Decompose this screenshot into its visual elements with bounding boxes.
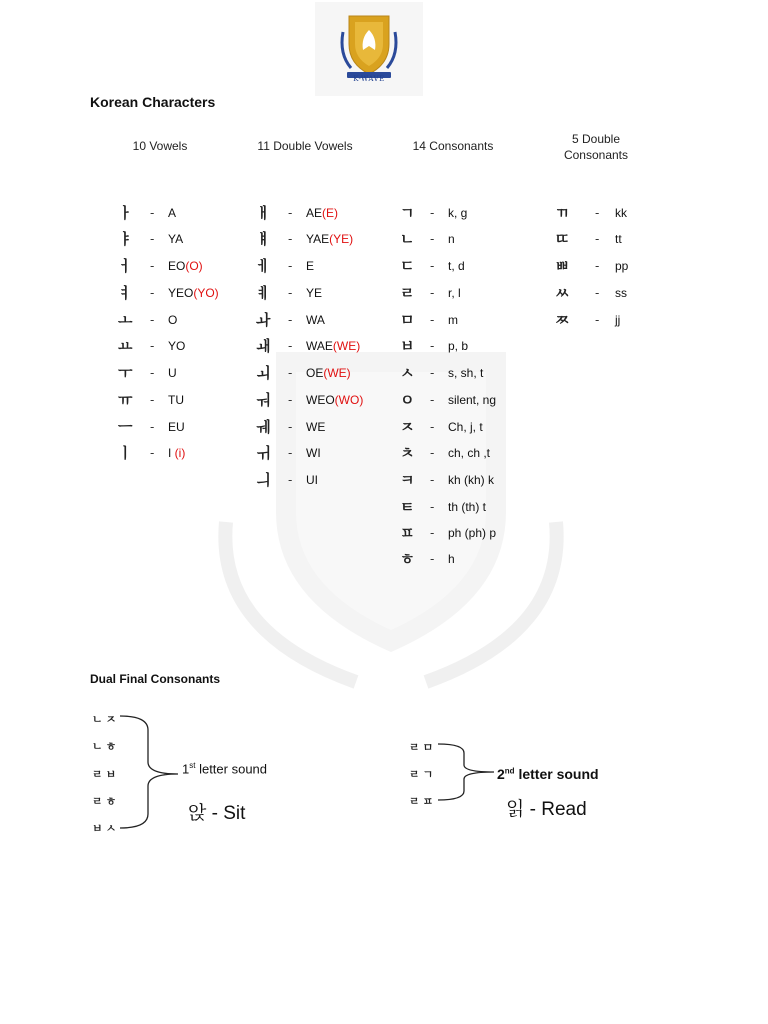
vowel-romanization: U	[168, 366, 177, 380]
vowel-char: ㅡ	[118, 418, 133, 436]
double-vowel-romanization: WA	[306, 313, 325, 327]
vowel-char: ㅏ	[118, 204, 133, 222]
dual-final-title: Dual Final Consonants	[90, 672, 221, 686]
double-consonants-header	[546, 131, 646, 163]
dash: -	[288, 366, 293, 380]
double-consonant-char: ㅃ	[555, 257, 570, 275]
double-vowel-char: ㅞ	[256, 418, 271, 436]
consonant-romanization: k, g	[448, 206, 468, 220]
double-vowel-char: ㅐ	[256, 204, 271, 222]
double-vowel-romanization: WI	[306, 446, 321, 460]
double-consonant-char: ㄸ	[555, 230, 570, 248]
dash: -	[595, 259, 600, 273]
dash: -	[288, 446, 293, 460]
vowel-char: ㅠ	[118, 391, 133, 409]
second-letter-sound-label: 2nd letter sound	[497, 766, 599, 782]
dash: -	[430, 420, 435, 434]
page-title: Korean Characters	[90, 94, 216, 110]
consonant-char: ㅋ	[400, 471, 415, 489]
double-vowel-romanization: YE	[306, 286, 323, 300]
vowel-romanization: A	[168, 206, 177, 220]
vowel-char: ㅛ	[118, 337, 133, 355]
dash: -	[150, 366, 155, 380]
vowel-char: ㅑ	[118, 230, 133, 248]
consonant-char: ㅈ	[400, 418, 415, 436]
double-vowel-romanization: AE(E)	[306, 206, 339, 220]
dash: -	[150, 259, 155, 273]
double-consonant-char: ㅉ	[555, 311, 570, 329]
consonant-pair: ㄹㅂ	[92, 768, 120, 781]
double-vowel-romanization: WE	[306, 420, 326, 434]
dash: -	[595, 232, 600, 246]
double-consonant-romanization: tt	[615, 232, 622, 246]
consonant-romanization: silent, ng	[448, 393, 497, 407]
logo-brand-text: K-WAVE	[353, 75, 385, 83]
vowel-romanization: YO	[168, 339, 186, 353]
double-vowel-char: ㅝ	[256, 391, 271, 409]
dash: -	[430, 366, 435, 380]
consonant-char: ㄷ	[400, 257, 415, 275]
double-vowel-char: ㅙ	[256, 337, 271, 355]
double-vowel-char: ㅘ	[256, 311, 271, 329]
dash: -	[288, 259, 293, 273]
vowel-romanization: EU	[168, 420, 185, 434]
consonant-romanization: m	[448, 313, 458, 327]
dash: -	[430, 259, 435, 273]
dash: -	[430, 232, 435, 246]
consonants-header: 14 Consonants	[412, 139, 494, 153]
dash: -	[595, 313, 600, 327]
dash: -	[430, 552, 435, 566]
consonant-char: ㅁ	[400, 311, 415, 329]
consonant-romanization: n	[448, 232, 455, 246]
consonant-pair: ㄴㅈ	[92, 713, 120, 726]
dash: -	[150, 446, 155, 460]
vowels-header: 10 Vowels	[132, 139, 188, 153]
dash: -	[595, 206, 600, 220]
vowel-romanization: EO(O)	[168, 259, 203, 273]
dash: -	[288, 473, 293, 487]
dash: -	[430, 473, 435, 487]
consonant-pair: ㄹㅁ	[409, 741, 437, 754]
double-consonant-char: ㅆ	[555, 284, 570, 302]
double-vowel-romanization: UI	[306, 473, 318, 487]
double-consonant-romanization: jj	[615, 313, 621, 327]
dash: -	[430, 313, 435, 327]
consonant-romanization: th (th) t	[448, 500, 487, 514]
dash: -	[288, 286, 293, 300]
consonant-pair: ㄴㅎ	[92, 740, 120, 753]
consonant-romanization: ph (ph) p	[448, 526, 497, 540]
dash: -	[150, 286, 155, 300]
consonant-char: ㄹ	[400, 284, 415, 302]
double-vowel-char: ㅔ	[256, 257, 271, 275]
dash: -	[288, 313, 293, 327]
dash: -	[288, 420, 293, 434]
consonant-romanization: ch, ch ,t	[448, 446, 491, 460]
vowel-romanization: YA	[168, 232, 184, 246]
consonant-romanization: p, b	[448, 339, 469, 353]
vowel-romanization: TU	[168, 393, 184, 407]
double-vowel-romanization: OE(WE)	[306, 366, 351, 380]
consonant-romanization: Ch, j, t	[448, 420, 483, 434]
vowel-char: ㅜ	[118, 364, 133, 382]
double-consonants-header-line1: 5 Double	[571, 132, 621, 146]
vowel-char: ㅕ	[118, 284, 133, 302]
kwave-logo	[315, 2, 423, 96]
dash: -	[288, 232, 293, 246]
curly-brace-icon	[436, 741, 496, 803]
double-vowel-char: ㅚ	[256, 364, 271, 382]
consonant-char: ㅊ	[400, 444, 415, 462]
consonant-char: ㅇ	[400, 391, 415, 409]
double-vowel-char: ㅟ	[256, 444, 271, 462]
dash: -	[150, 232, 155, 246]
consonant-pair: ㄹㄱ	[409, 768, 437, 781]
double-vowel-char: ㅢ	[256, 471, 271, 489]
consonant-char: ㅂ	[400, 337, 415, 355]
dash: -	[288, 206, 293, 220]
vowel-romanization: I (i)	[168, 446, 186, 460]
dash: -	[150, 206, 155, 220]
double-vowels-header: 11 Double Vowels	[257, 139, 353, 153]
dash: -	[150, 420, 155, 434]
dash: -	[430, 526, 435, 540]
consonant-char: ㅅ	[400, 364, 415, 382]
consonant-char: ㅍ	[400, 524, 415, 542]
dash: -	[288, 393, 293, 407]
vowel-char: ㅣ	[118, 444, 133, 462]
example-sit: 앉 - Sit	[188, 803, 246, 824]
consonant-char: ㄱ	[400, 204, 415, 222]
first-letter-sound-label: 1st letter sound	[182, 761, 268, 777]
double-vowel-romanization: WAE(WE)	[306, 339, 361, 353]
example-read: 읽 - Read	[506, 799, 587, 820]
consonant-char: ㄴ	[400, 230, 415, 248]
double-consonant-char: ㄲ	[555, 204, 570, 222]
double-vowel-romanization: E	[306, 259, 315, 273]
vowel-romanization: O	[168, 313, 178, 327]
consonant-pair: ㅂㅅ	[92, 822, 120, 835]
dash: -	[430, 446, 435, 460]
consonant-romanization: kh (kh) k	[448, 473, 495, 487]
dash: -	[150, 339, 155, 353]
consonant-char: ㅌ	[400, 498, 415, 516]
consonant-romanization: h	[448, 552, 455, 566]
dash: -	[150, 393, 155, 407]
vowel-char: ㅓ	[118, 257, 133, 275]
dash: -	[150, 313, 155, 327]
consonant-char: ㅎ	[400, 550, 415, 568]
consonant-pair: ㄹㅍ	[409, 795, 437, 808]
dash: -	[430, 339, 435, 353]
dash: -	[430, 393, 435, 407]
double-consonant-romanization: kk	[615, 206, 627, 220]
dash: -	[288, 339, 293, 353]
double-vowel-char: ㅒ	[256, 230, 271, 248]
double-vowel-char: ㅖ	[256, 284, 271, 302]
double-consonant-romanization: pp	[615, 259, 629, 273]
double-vowel-romanization: YAE(YE)	[306, 232, 354, 246]
consonant-pair: ㄹㅎ	[92, 795, 120, 808]
dash: -	[430, 500, 435, 514]
double-consonant-romanization: ss	[615, 286, 627, 300]
consonant-romanization: t, d	[448, 259, 465, 273]
vowel-char: ㅗ	[118, 311, 133, 329]
vowel-romanization: YEO(YO)	[168, 286, 219, 300]
double-consonants-header-line2: Consonants	[563, 148, 629, 162]
curly-brace-icon	[118, 712, 180, 832]
consonant-romanization: r, l	[448, 286, 461, 300]
double-vowel-romanization: WEO(WO)	[306, 393, 364, 407]
dash: -	[430, 286, 435, 300]
dash: -	[595, 286, 600, 300]
consonant-romanization: s, sh, t	[448, 366, 484, 380]
dash: -	[430, 206, 435, 220]
